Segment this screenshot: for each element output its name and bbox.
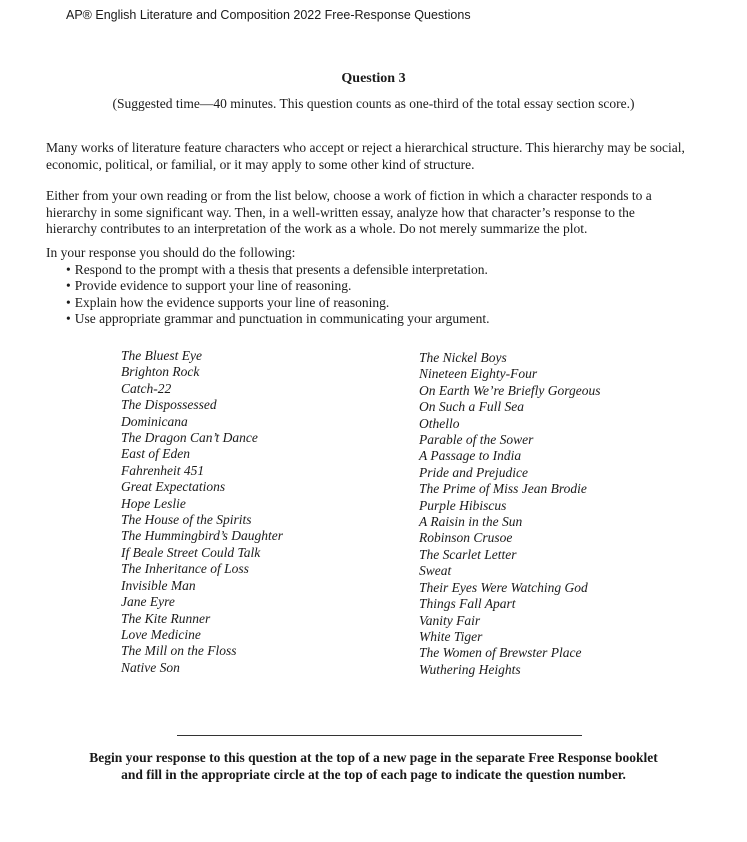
footer-line-1: Begin your response to this question at the top of a new page in the separate Free Response booklet [89, 750, 658, 765]
book-title: Brighton Rock [121, 364, 200, 380]
divider-line [177, 735, 582, 736]
book-title: The Dispossessed [121, 397, 217, 413]
question-time-note: (Suggested time—40 minutes. This question counts as one-third of the total essay section score.) [112, 96, 635, 111]
book-title: Love Medicine [121, 626, 201, 642]
book-title: Nineteen Eighty-Four [419, 366, 538, 382]
book-title: A Raisin in the Sun [419, 514, 523, 530]
book-title: The Inheritance of Loss [121, 561, 249, 577]
page-header: AP® English Literature and Composition 2022 Free-Response Questions [66, 8, 471, 22]
book-title: Catch-22 [121, 380, 172, 396]
book-title: Vanity Fair [419, 612, 481, 628]
instructions-intro: In your response you should do the following: [46, 245, 296, 260]
book-title: East of Eden [121, 446, 190, 462]
book-title: Othello [419, 415, 460, 431]
book-list-left [121, 348, 283, 676]
book-title: The House of the Spirits [121, 512, 252, 528]
instructions-list [46, 262, 686, 328]
book-title: The Nickel Boys [419, 350, 507, 365]
book-title: Great Expectations [121, 479, 226, 495]
book-title: Parable of the Sower [419, 432, 534, 448]
book-list-right [419, 350, 600, 678]
book-title: Dominicana [121, 413, 188, 429]
book-title: Native Son [121, 659, 180, 675]
book-title: Invisible Man [121, 577, 196, 593]
book-title: Hope Leslie [121, 495, 186, 511]
footer-line-2: and fill in the appropriate circle at the top of each page to indicate the question number. [121, 767, 626, 782]
book-title: Robinson Crusoe [419, 530, 513, 546]
book-title: White Tiger [419, 628, 483, 644]
book-title: Fahrenheit 451 [121, 462, 205, 478]
book-title: The Bluest Eye [121, 348, 202, 363]
prompt-paragraph-2: Either from your own reading or from the list below, choose a work of fiction in which a character responds to a hierarchy in some significant way. Then, in a well-written essay, analyze how that character’s response to the hierarchy contributes to an interpretation of the work as a whole. Do not merely summarize the plot. [46, 188, 652, 236]
book-title: Wuthering Heights [419, 661, 521, 677]
book-title: On Earth We’re Briefly Gorgeous [419, 382, 601, 398]
book-title: The Dragon Can’t Dance [121, 430, 258, 446]
book-title: Jane Eyre [121, 594, 175, 610]
book-title: The Scarlet Letter [419, 546, 517, 562]
book-title: A Passage to India [419, 448, 522, 464]
book-title: The Kite Runner [121, 610, 211, 626]
book-title: Pride and Prejudice [419, 464, 528, 480]
instruction-item: • Use appropriate grammar and punctuation in communicating your argument. [66, 311, 686, 328]
instruction-item: • Respond to the prompt with a thesis that presents a defensible interpretation. [66, 262, 686, 279]
question-title: Question 3 [341, 71, 406, 86]
book-title: Purple Hibiscus [419, 497, 507, 513]
prompt-paragraph-1: Many works of literature feature characters who accept or reject a hierarchical structure. This hierarchy may be social, economic, political, or familial, or it may apply to some other kind of structure. [46, 140, 685, 172]
book-title: On Such a Full Sea [419, 399, 524, 415]
instruction-item: • Provide evidence to support your line of reasoning. [66, 278, 686, 295]
book-title: Their Eyes Were Watching God [419, 579, 588, 595]
instructions [46, 245, 686, 328]
footer-instructions [0, 749, 747, 783]
book-title: The Women of Brewster Place [419, 645, 582, 661]
instruction-item: • Explain how the evidence supports your line of reasoning. [66, 295, 686, 312]
book-title: The Hummingbird’s Daughter [121, 528, 284, 544]
book-title: The Mill on the Floss [121, 643, 237, 659]
book-title: Sweat [419, 563, 452, 579]
book-title: If Beale Street Could Talk [121, 544, 261, 560]
book-title: The Prime of Miss Jean Brodie [419, 481, 587, 497]
book-title: Things Fall Apart [419, 596, 516, 612]
